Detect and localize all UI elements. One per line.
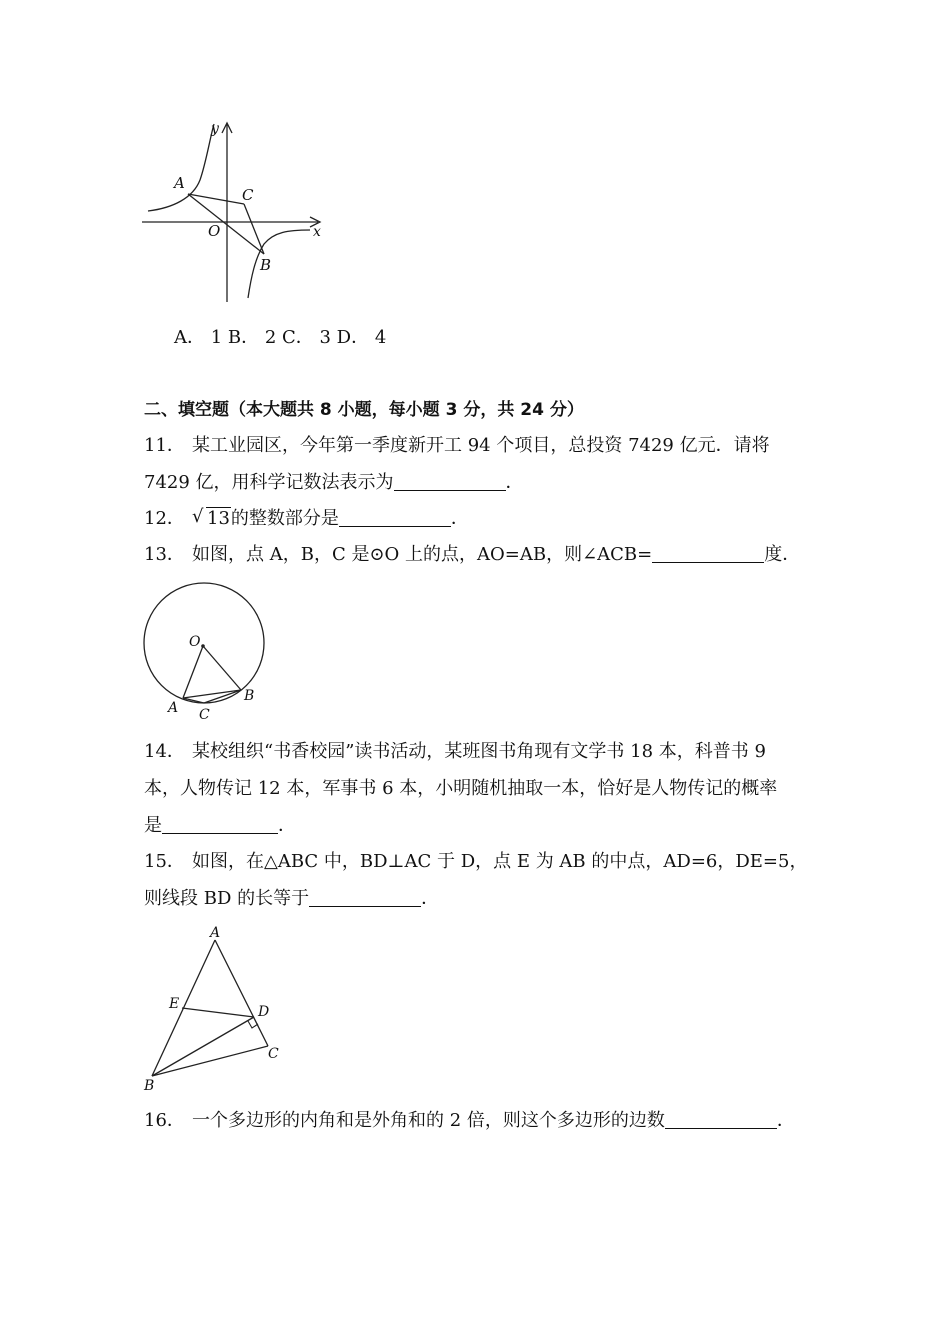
- answer-blank[interactable]: [394, 472, 506, 491]
- answer-blank[interactable]: [339, 508, 451, 527]
- segment-ac: [188, 194, 244, 204]
- question-end: 度．: [764, 544, 801, 565]
- label-o: O: [189, 634, 201, 650]
- question-11-line-2: [144, 471, 524, 495]
- question-end: ．: [450, 508, 469, 529]
- question-11-line-1: [144, 434, 770, 458]
- question-number: 12．: [144, 508, 185, 529]
- question-text: 某校组织“书香校园”读书活动，某班图书角现有文学书 18 本，科普书 9: [192, 741, 766, 762]
- hyperbola-branch-left: [148, 124, 214, 211]
- question-text: 如图，点 A，B，C 是⊙O 上的点，AO=AB，则∠ACB=: [192, 544, 653, 565]
- answer-blank[interactable]: [309, 888, 421, 907]
- question-end: ．: [278, 815, 296, 836]
- label-x: x: [313, 224, 321, 240]
- section-heading: 二、填空题（本大题共 8 小题，每小题 3 分，共 24 分）: [144, 400, 584, 420]
- answer-blank[interactable]: [162, 815, 278, 834]
- hyperbola-branch-right: [248, 230, 310, 298]
- question-text: 7429 亿，用科学记数法表示为: [144, 472, 394, 493]
- question-text: 则线段 BD 的长等于: [144, 888, 310, 909]
- question-number: 11．: [144, 435, 185, 456]
- segment-ac: [215, 940, 268, 1046]
- label-d: D: [258, 1004, 270, 1020]
- figure-circle: [138, 580, 278, 726]
- question-13: [144, 543, 800, 567]
- question-text: 某工业园区，今年第一季度新开工 94 个项目，总投资 7429 亿元．请将: [192, 435, 770, 456]
- question-end: ．: [505, 472, 524, 493]
- question-text: 一个多边形的内角和是外角和的 2 倍，则这个多边形的边数: [192, 1110, 665, 1131]
- label-y: y: [211, 121, 219, 137]
- question-number: 13．: [144, 544, 185, 565]
- label-b: B: [260, 256, 272, 274]
- circle-o: [144, 583, 264, 703]
- question-end: ．: [776, 1110, 795, 1131]
- segment-bd: [152, 1017, 254, 1076]
- question-text: 本，人物传记 12 本，军事书 6 本，小明随机抽取一本，恰好是人物传记的概率: [144, 778, 778, 799]
- label-c: C: [268, 1046, 279, 1062]
- sqrt-expression: [192, 507, 231, 531]
- label-e: E: [169, 996, 180, 1012]
- question-number: 14．: [144, 741, 185, 762]
- question-text: 的整数部分是: [230, 508, 339, 529]
- question-text: 是: [144, 815, 162, 836]
- segment-ab: [183, 690, 241, 698]
- radical-sign: √: [192, 506, 204, 527]
- question-15-line-1: [144, 850, 807, 874]
- question-number: 16．: [144, 1110, 185, 1131]
- question-12: [144, 507, 469, 531]
- question-14-line-3: [144, 814, 296, 838]
- label-a: A: [210, 925, 221, 941]
- label-c: C: [242, 186, 254, 204]
- radicand: 13: [207, 508, 230, 529]
- answer-choices: A． 1 B． 2 C． 3 D． 4: [174, 327, 387, 348]
- question-16: [144, 1109, 795, 1133]
- segment-bc: [152, 1046, 268, 1076]
- question-14-line-2: [144, 777, 777, 801]
- label-a: A: [174, 174, 185, 192]
- label-a: A: [168, 700, 179, 716]
- answer-blank[interactable]: [652, 544, 764, 563]
- segment-ed: [182, 1008, 254, 1017]
- question-15-line-2: [144, 887, 439, 911]
- question-text: 如图，在△ABC 中，BD⊥AC 于 D，点 E 为 AB 的中点，AD=6，DE=5，: [192, 851, 808, 872]
- label-b: B: [244, 688, 255, 704]
- question-end: ．: [421, 888, 440, 909]
- segment-ob: [203, 646, 241, 690]
- question-14-line-1: [144, 740, 766, 764]
- label-b: B: [144, 1078, 155, 1094]
- label-o: O: [208, 222, 221, 240]
- question-number: 15．: [144, 851, 185, 872]
- answer-blank[interactable]: [665, 1110, 777, 1129]
- figure-hyperbola: [138, 118, 338, 308]
- label-c: C: [199, 707, 210, 723]
- segment-oa: [183, 646, 203, 698]
- figure-triangle: [138, 922, 288, 1096]
